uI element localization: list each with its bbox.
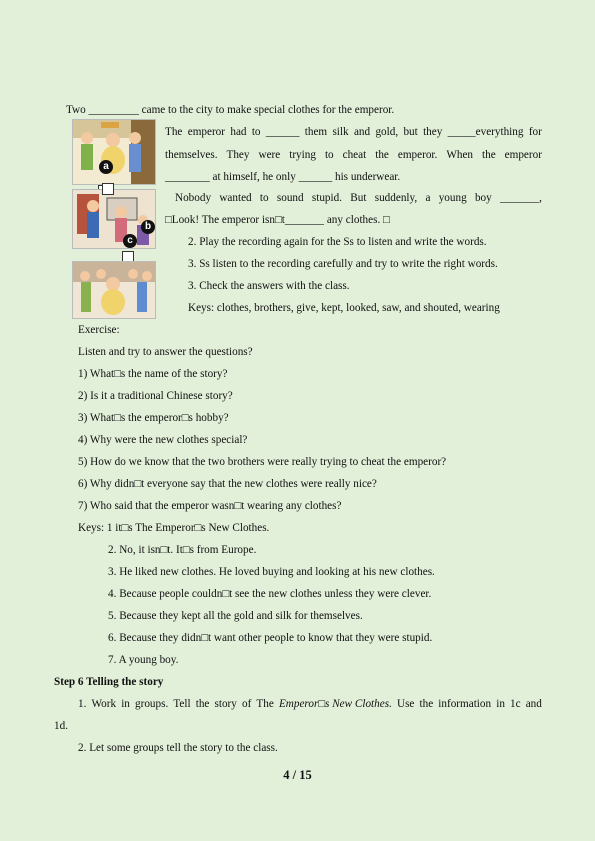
answer-2: 2. No, it isn□t. It□s from Europe.	[108, 544, 257, 556]
story-line-6: □Look! The emperor isn□t_______ any clothes. □	[165, 214, 390, 226]
question-6: 6) Why didn□t everyone say that the new clothes were really nice?	[78, 478, 377, 490]
step-6-heading: Step 6 Telling the story	[54, 676, 164, 688]
story-line-4: ________ at himself, he only ______ his underwear.	[165, 171, 401, 183]
question-5: 5) How do we know that the two brothers were really trying to cheat the emperor?	[78, 456, 447, 468]
answer-3: 3. He liked new clothes. He loved buying and looking at his new clothes.	[108, 566, 435, 578]
question-7: 7) Who said that the emperor wasn□t wearing any clothes?	[78, 500, 342, 512]
story-line-5: Nobody wanted to sound stupid. But suddenly, a young boy _______,	[175, 192, 542, 204]
picture-b	[72, 189, 156, 249]
step-2: 2. Play the recording again for the Ss to listen and write the words.	[188, 236, 487, 248]
step-6-item-2: 2. Let some groups tell the story to the class.	[78, 742, 278, 754]
picture-label-b: b	[141, 220, 155, 234]
exercise-instruction: Listen and try to answer the questions?	[78, 346, 253, 358]
question-4: 4) Why were the new clothes special?	[78, 434, 248, 446]
question-3: 3) What□s the emperor□s hobby?	[78, 412, 229, 424]
answer-4: 4. Because people couldn□t see the new clothes unless they were clever.	[108, 588, 432, 600]
question-2: 2) Is it a traditional Chinese story?	[78, 390, 233, 402]
picture-label-c: c	[123, 234, 137, 248]
answer-7: 7. A young boy.	[108, 654, 179, 666]
step-6-item-1: 1. Work in groups. Tell the story of The Emperor□s New Clothes. Use the information in 1c and	[78, 698, 542, 710]
picture-c	[72, 261, 156, 319]
exercise-heading: Exercise:	[78, 324, 120, 336]
keys-1: Keys: clothes, brothers, give, kept, looked, saw, and shouted, wearing	[188, 302, 500, 314]
emperor-dressing-illustration	[73, 120, 155, 184]
story-pictures	[72, 119, 154, 319]
answer-box-b[interactable]	[102, 183, 114, 195]
page-number: 4 / 15	[283, 768, 312, 782]
step-6-item-1-cont: 1d.	[54, 720, 68, 732]
story-line-1: Two _________ came to the city to make special clothes for the emperor.	[66, 104, 395, 116]
story-line-3: themselves. They were trying to cheat the emperor. When the emperor	[165, 149, 542, 161]
weavers-illustration	[73, 190, 155, 248]
picture-label-a: a	[99, 160, 113, 174]
picture-a	[72, 119, 156, 185]
step-3: 3. Ss listen to the recording carefully and try to write the right words.	[188, 258, 498, 270]
question-1: 1) What□s the name of the story?	[78, 368, 228, 380]
answer-6: 6. Because they didn□t want other people to know that they were stupid.	[108, 632, 433, 644]
parade-illustration	[73, 262, 155, 318]
answer-5: 5. Because they kept all the gold and silk for themselves.	[108, 610, 363, 622]
step-3b: 3. Check the answers with the class.	[188, 280, 350, 292]
answer-1: Keys: 1 it□s The Emperor□s New Clothes.	[78, 522, 270, 534]
story-line-2: The emperor had to ______ them silk and gold, but they _____everything for	[165, 126, 542, 138]
